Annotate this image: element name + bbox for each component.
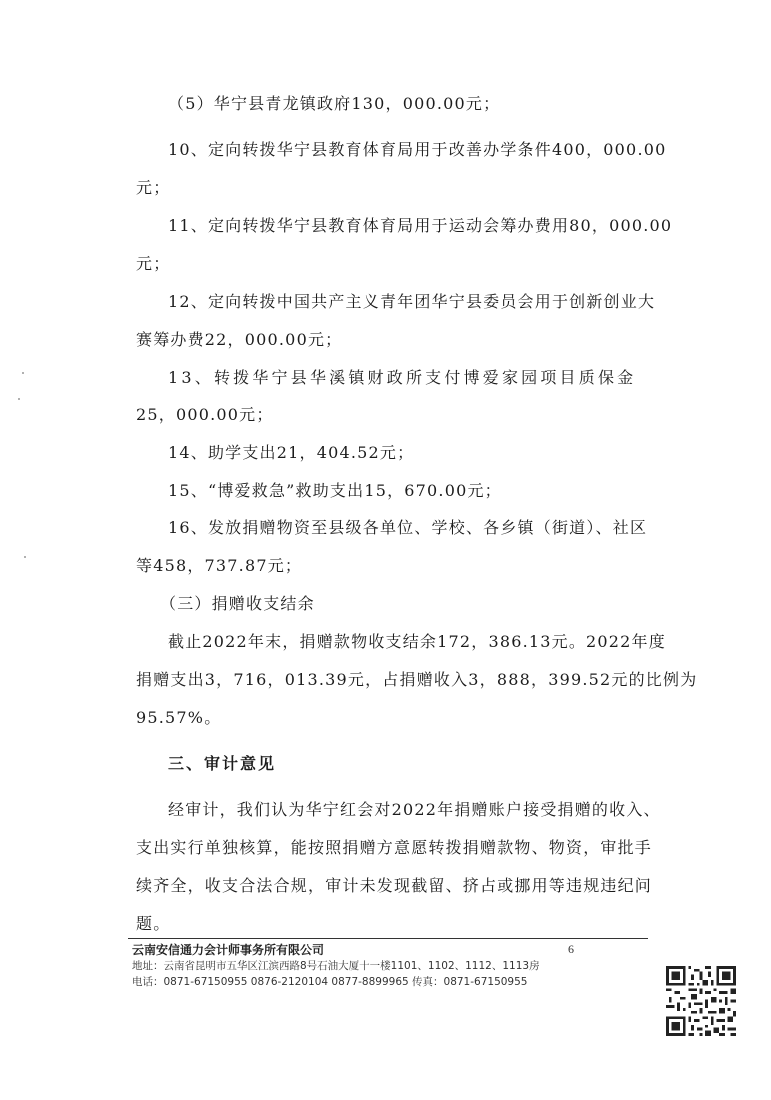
section-balance-heading: （三）捐赠收支结余: [160, 594, 315, 613]
item-16-line2: 等458，737.87元；: [136, 556, 303, 575]
item-15: 15、“博爱救急”救助支出15，670.00元；: [168, 481, 502, 500]
item-14: 14、助学支出21，404.52元；: [168, 443, 415, 462]
item-11-line1: 11、定向转拨华宁县教育体育局用于运动会筹办费用80，000.00: [168, 216, 673, 235]
section-audit-opinion-heading: 三、审计意见: [168, 754, 277, 773]
scan-speck: [24, 556, 26, 558]
scan-speck: [18, 398, 20, 400]
page-number: 6: [568, 942, 574, 956]
firm-address: 地址：云南省昆明市五华区江滨西路8号石油大厦十一楼1101、1102、1112、1113房: [132, 960, 540, 972]
balance-para-line1: 截止2022年末，捐赠款物收支结余172，386.13元。2022年度: [168, 632, 666, 651]
item-5-qinglong: （5）华宁县青龙镇政府130，000.00元；: [168, 94, 501, 113]
qr-code-icon: [666, 966, 736, 1036]
firm-name: 云南安信通力会计师事务所有限公司: [132, 943, 325, 957]
item-13-line2: 25，000.00元；: [136, 405, 274, 424]
footer-divider: [128, 938, 648, 939]
item-16-line1: 16、发放捐赠物资至县级各单位、学校、各乡镇（街道）、社区: [168, 518, 648, 537]
item-12-line2: 赛筹办费22，000.00元；: [136, 330, 343, 349]
audit-para-line2: 支出实行单独核算，能按照捐赠方意愿转拨捐赠款物、物资，审批手: [136, 838, 653, 857]
item-13-line1: 13、转拨华宁县华溪镇财政所支付博爱家园项目质保金: [168, 368, 637, 387]
audit-para-line4: 题。: [136, 914, 171, 933]
firm-phones: 电话：0871-67150955 0876-2120104 0877-8899965 传真：0871-67150955: [132, 976, 528, 988]
balance-para-line3: 95.57%。: [136, 708, 222, 727]
item-10-line1: 10、定向转拨华宁县教育体育局用于改善办学条件400，000.00: [168, 140, 667, 159]
item-12-line1: 12、定向转拨中国共产主义青年团华宁县委员会用于创新创业大: [168, 292, 656, 311]
balance-para-line2: 捐赠支出3，716，013.39元，占捐赠收入3，888，399.52元的比例为: [136, 670, 698, 689]
item-10-line2: 元；: [136, 178, 171, 197]
item-11-line2: 元；: [136, 254, 171, 273]
audit-para-line1: 经审计，我们认为华宁红会对2022年捐赠账户接受捐赠的收入、: [168, 800, 661, 819]
scan-speck: [22, 372, 24, 374]
audit-para-line3: 续齐全，收支合法合规，审计未发现截留、挤占或挪用等违规违纪问: [136, 876, 653, 895]
